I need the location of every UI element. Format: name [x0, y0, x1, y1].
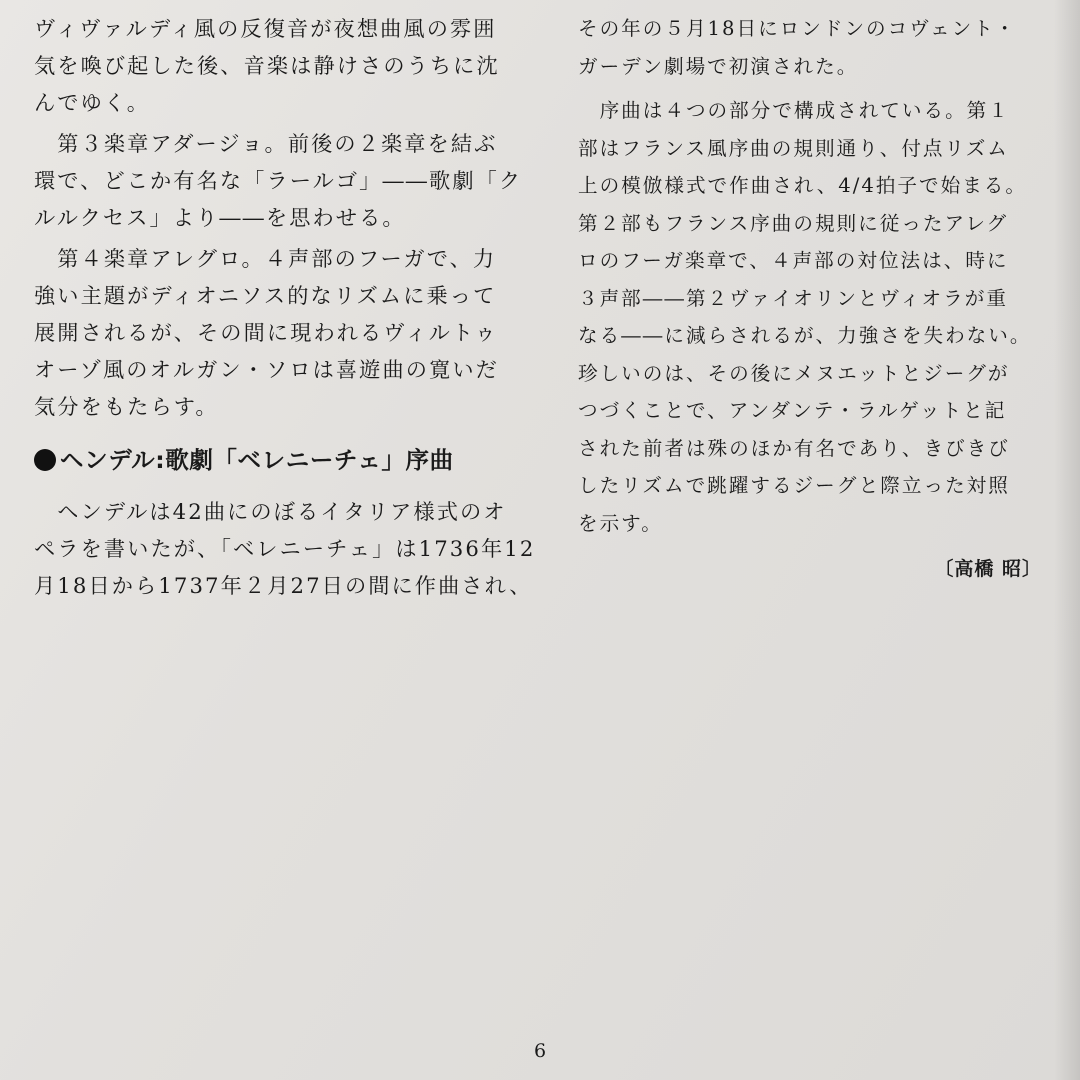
text-line: 強い主題がディオニソス的なリズムに乗って — [34, 283, 497, 308]
bullet-icon — [34, 449, 56, 471]
text-line: ヘンデルは42曲にのぼるイタリア様式のオ — [34, 499, 507, 524]
text-line: 環で、どこか有名な「ラールゴ」――歌劇「ク — [34, 168, 523, 193]
section-heading-text: ヘンデル:歌劇「ベレニーチェ」序曲 — [60, 446, 454, 474]
text-line: つづくことで、アンダンテ・ラルゲットと記 — [578, 399, 1007, 422]
text-line: 珍しいのは、その後にメヌエットとジーグが — [578, 361, 1010, 385]
left-paragraph-4 — [34, 493, 534, 604]
text-line: その年の５月18日にロンドンのコヴェント・ — [578, 17, 1017, 40]
left-paragraph-3 — [34, 240, 534, 425]
text-line: 気分をもたらす。 — [34, 394, 219, 419]
text-line: 気を喚び起した後、音楽は静けさのうちに沈 — [34, 53, 500, 78]
text-line: 第３楽章アダージョ。前後の２楽章を結ぶ — [34, 131, 498, 156]
text-line: 展開されるが、その間に現われるヴィルトゥ — [34, 320, 498, 345]
text-line: 部はフランス風序曲の規則通り、付点リズム — [578, 136, 1009, 160]
text-line: なる――に減らされるが、力強さを失わない。 — [578, 324, 1032, 347]
text-line: ガーデン劇場で初演された。 — [578, 54, 859, 78]
right-paragraph-2 — [578, 92, 1048, 542]
left-column — [34, 10, 534, 604]
text-line: 第４楽章アレグロ。４声部のフーガで、力 — [34, 246, 497, 271]
page-edge-shadow — [1054, 0, 1080, 1080]
section-heading — [34, 437, 534, 483]
author-credit: 〔高橋 昭〕 — [934, 558, 1042, 580]
text-line: んでゆく。 — [34, 90, 151, 115]
text-line: ロのフーガ楽章で、４声部の対位法は、時に — [578, 249, 1009, 272]
text-line: 序曲は４つの部分で構成されている。第１ — [578, 99, 1010, 122]
text-line: 上の模倣様式で作曲され、4/4拍子で始まる。 — [578, 174, 1027, 197]
text-line: を示す。 — [578, 511, 663, 535]
text-line: された前者は殊のほか有名であり、きびきび — [578, 436, 1010, 460]
page-number: 6 — [533, 1040, 547, 1062]
text-line: オーゾ風のオルガン・ソロは喜遊曲の寛いだ — [34, 357, 499, 382]
right-column — [578, 10, 1048, 581]
left-paragraph-1 — [34, 10, 534, 121]
text-line: ペラを書いたが、「ベレニーチェ」は1736年12 — [34, 536, 536, 561]
text-line: したリズムで跳躍するジーグと際立った対照 — [578, 474, 1010, 497]
text-line: 第２部もフランス序曲の規則に従ったアレグ — [578, 211, 1009, 235]
text-line: ３声部――第２ヴァイオリンとヴィオラが重 — [578, 286, 1008, 310]
right-paragraph-1 — [578, 10, 1048, 85]
text-line: ヴィヴァルディ風の反復音が夜想曲風の雰囲 — [34, 16, 497, 41]
text-line: 月18日から1737年２月27日の間に作曲され、 — [34, 573, 533, 598]
text-line: ルルクセス」より――を思わせる。 — [34, 205, 406, 230]
left-paragraph-2 — [34, 125, 534, 236]
